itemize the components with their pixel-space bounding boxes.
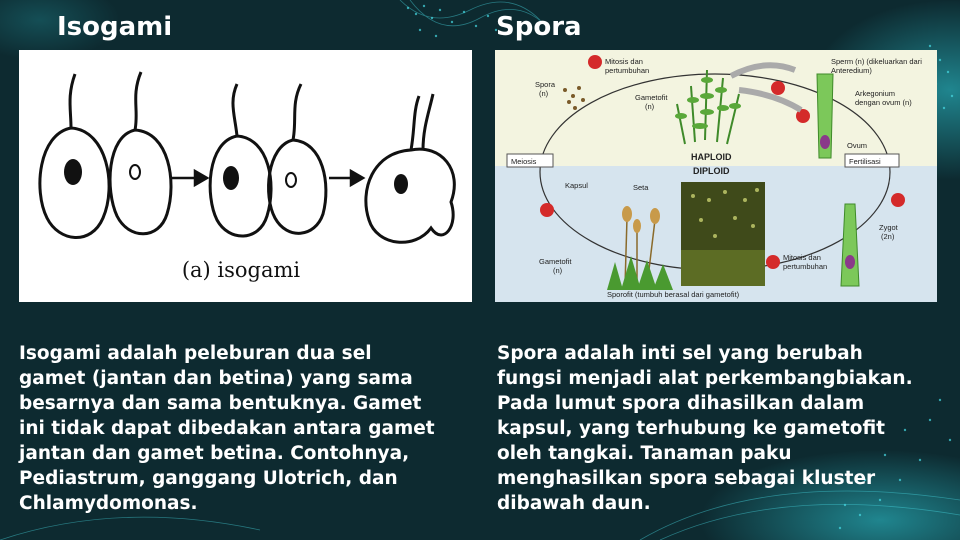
label-sporofit: Sporofit (tumbuh berasal dari gametofit) [607, 290, 740, 299]
arrow-head [351, 171, 363, 185]
label-mitosis-bottom-2: pertumbuhan [783, 262, 828, 271]
step-marker [771, 81, 785, 95]
step-marker [540, 203, 554, 217]
nucleus-light [286, 173, 296, 187]
text-line: Chlamydomonas. [19, 493, 198, 514]
label-zygot-2n: (2n) [881, 232, 895, 241]
step-marker [891, 193, 905, 207]
label-ovum: Ovum [847, 141, 868, 150]
nucleus-dark [64, 159, 82, 185]
zygote-cell [845, 255, 855, 269]
label-gametofit-bottom: Gametofit [539, 257, 572, 266]
arrow-head [195, 171, 207, 185]
text-line: kapsul, yang terhubung ke gametofit [497, 418, 885, 439]
text-line: ini tidak dapat dibedakan antara gamet [19, 418, 435, 439]
zygote-cell [366, 149, 454, 242]
gamete-cell [269, 140, 326, 233]
step-marker [588, 55, 602, 69]
label-seta: Seta [633, 183, 649, 192]
label-kapsul: Kapsul [565, 181, 588, 190]
flagellum [423, 94, 433, 150]
label-diploid: DIPLOID [693, 166, 730, 176]
isogami-figure [19, 50, 472, 302]
ovum [820, 135, 830, 149]
step-marker [766, 255, 780, 269]
text-line: Spora adalah inti sel yang berubah [497, 343, 863, 364]
text-line: Pada lumut spora dihasilkan dalam [497, 393, 865, 414]
flagellum [70, 74, 75, 128]
label-gametofit-top-n: (n) [645, 102, 655, 111]
label-spora-n: (n) [539, 89, 549, 98]
text-line: besarnya dan sama bentuknya. Gamet [19, 393, 422, 414]
isogami-title: Isogami [57, 12, 173, 42]
text-line: dibawah daun. [497, 493, 651, 514]
spora-figure [495, 50, 937, 302]
label-sperm-2: Anteredium) [831, 66, 872, 75]
label-mitosis-bottom-1: Mitosis dan [783, 253, 821, 262]
spora-description [497, 341, 957, 516]
isogami-caption: (a) isogami [181, 258, 301, 282]
nucleus-dark [223, 166, 239, 190]
nucleus-dark [394, 174, 408, 194]
label-haploid: HAPLOID [691, 152, 732, 162]
label-mitosis-top-2: pertumbuhan [605, 66, 650, 75]
nucleus-light [130, 165, 140, 179]
label-mitosis-top-1: Mitosis dan [605, 57, 643, 66]
label-sperm-1: Sperm (n) (dikeluarkan dari [831, 57, 922, 66]
gamete-cell [210, 136, 271, 236]
isogami-description [19, 341, 479, 516]
text-line: gamet (jantan dan betina) yang sama [19, 368, 413, 389]
capsule [650, 208, 660, 224]
label-arkegonium-1: Arkegonium [855, 89, 896, 98]
label-gametofit-top: Gametofit [635, 93, 668, 102]
text-line: Isogami adalah peleburan dua sel [19, 343, 372, 364]
label-spora: Spora [535, 80, 556, 89]
isogami-illustration [19, 50, 472, 302]
text-line: oleh tangkai. Tanaman paku [497, 443, 792, 464]
label-fertilisasi: Fertilisasi [849, 157, 881, 166]
spora-title: Spora [496, 12, 582, 42]
label-zygot: Zygot [879, 223, 898, 232]
label-meiosis: Meiosis [511, 157, 537, 166]
flagellum [293, 84, 301, 140]
flagellum [233, 84, 237, 136]
flagellum [135, 72, 141, 130]
text-line: menghasilkan spora sebagai kluster [497, 468, 876, 489]
label-arkegonium-2: dengan ovum (n) [855, 98, 912, 107]
gamete-cell [110, 130, 171, 234]
text-line: Pediastrum, ganggang Ulotrich, dan [19, 468, 398, 489]
text-line: jantan dan gamet betina. Contohnya, [19, 443, 410, 464]
moss-lifecycle-diagram [495, 50, 937, 302]
flagellum [411, 96, 419, 150]
text-line: fungsi menjadi alat perkembangbiakan. [497, 368, 913, 389]
capsule [622, 206, 632, 222]
label-gametofit-bottom-n: (n) [553, 266, 563, 275]
capsule [633, 219, 641, 233]
